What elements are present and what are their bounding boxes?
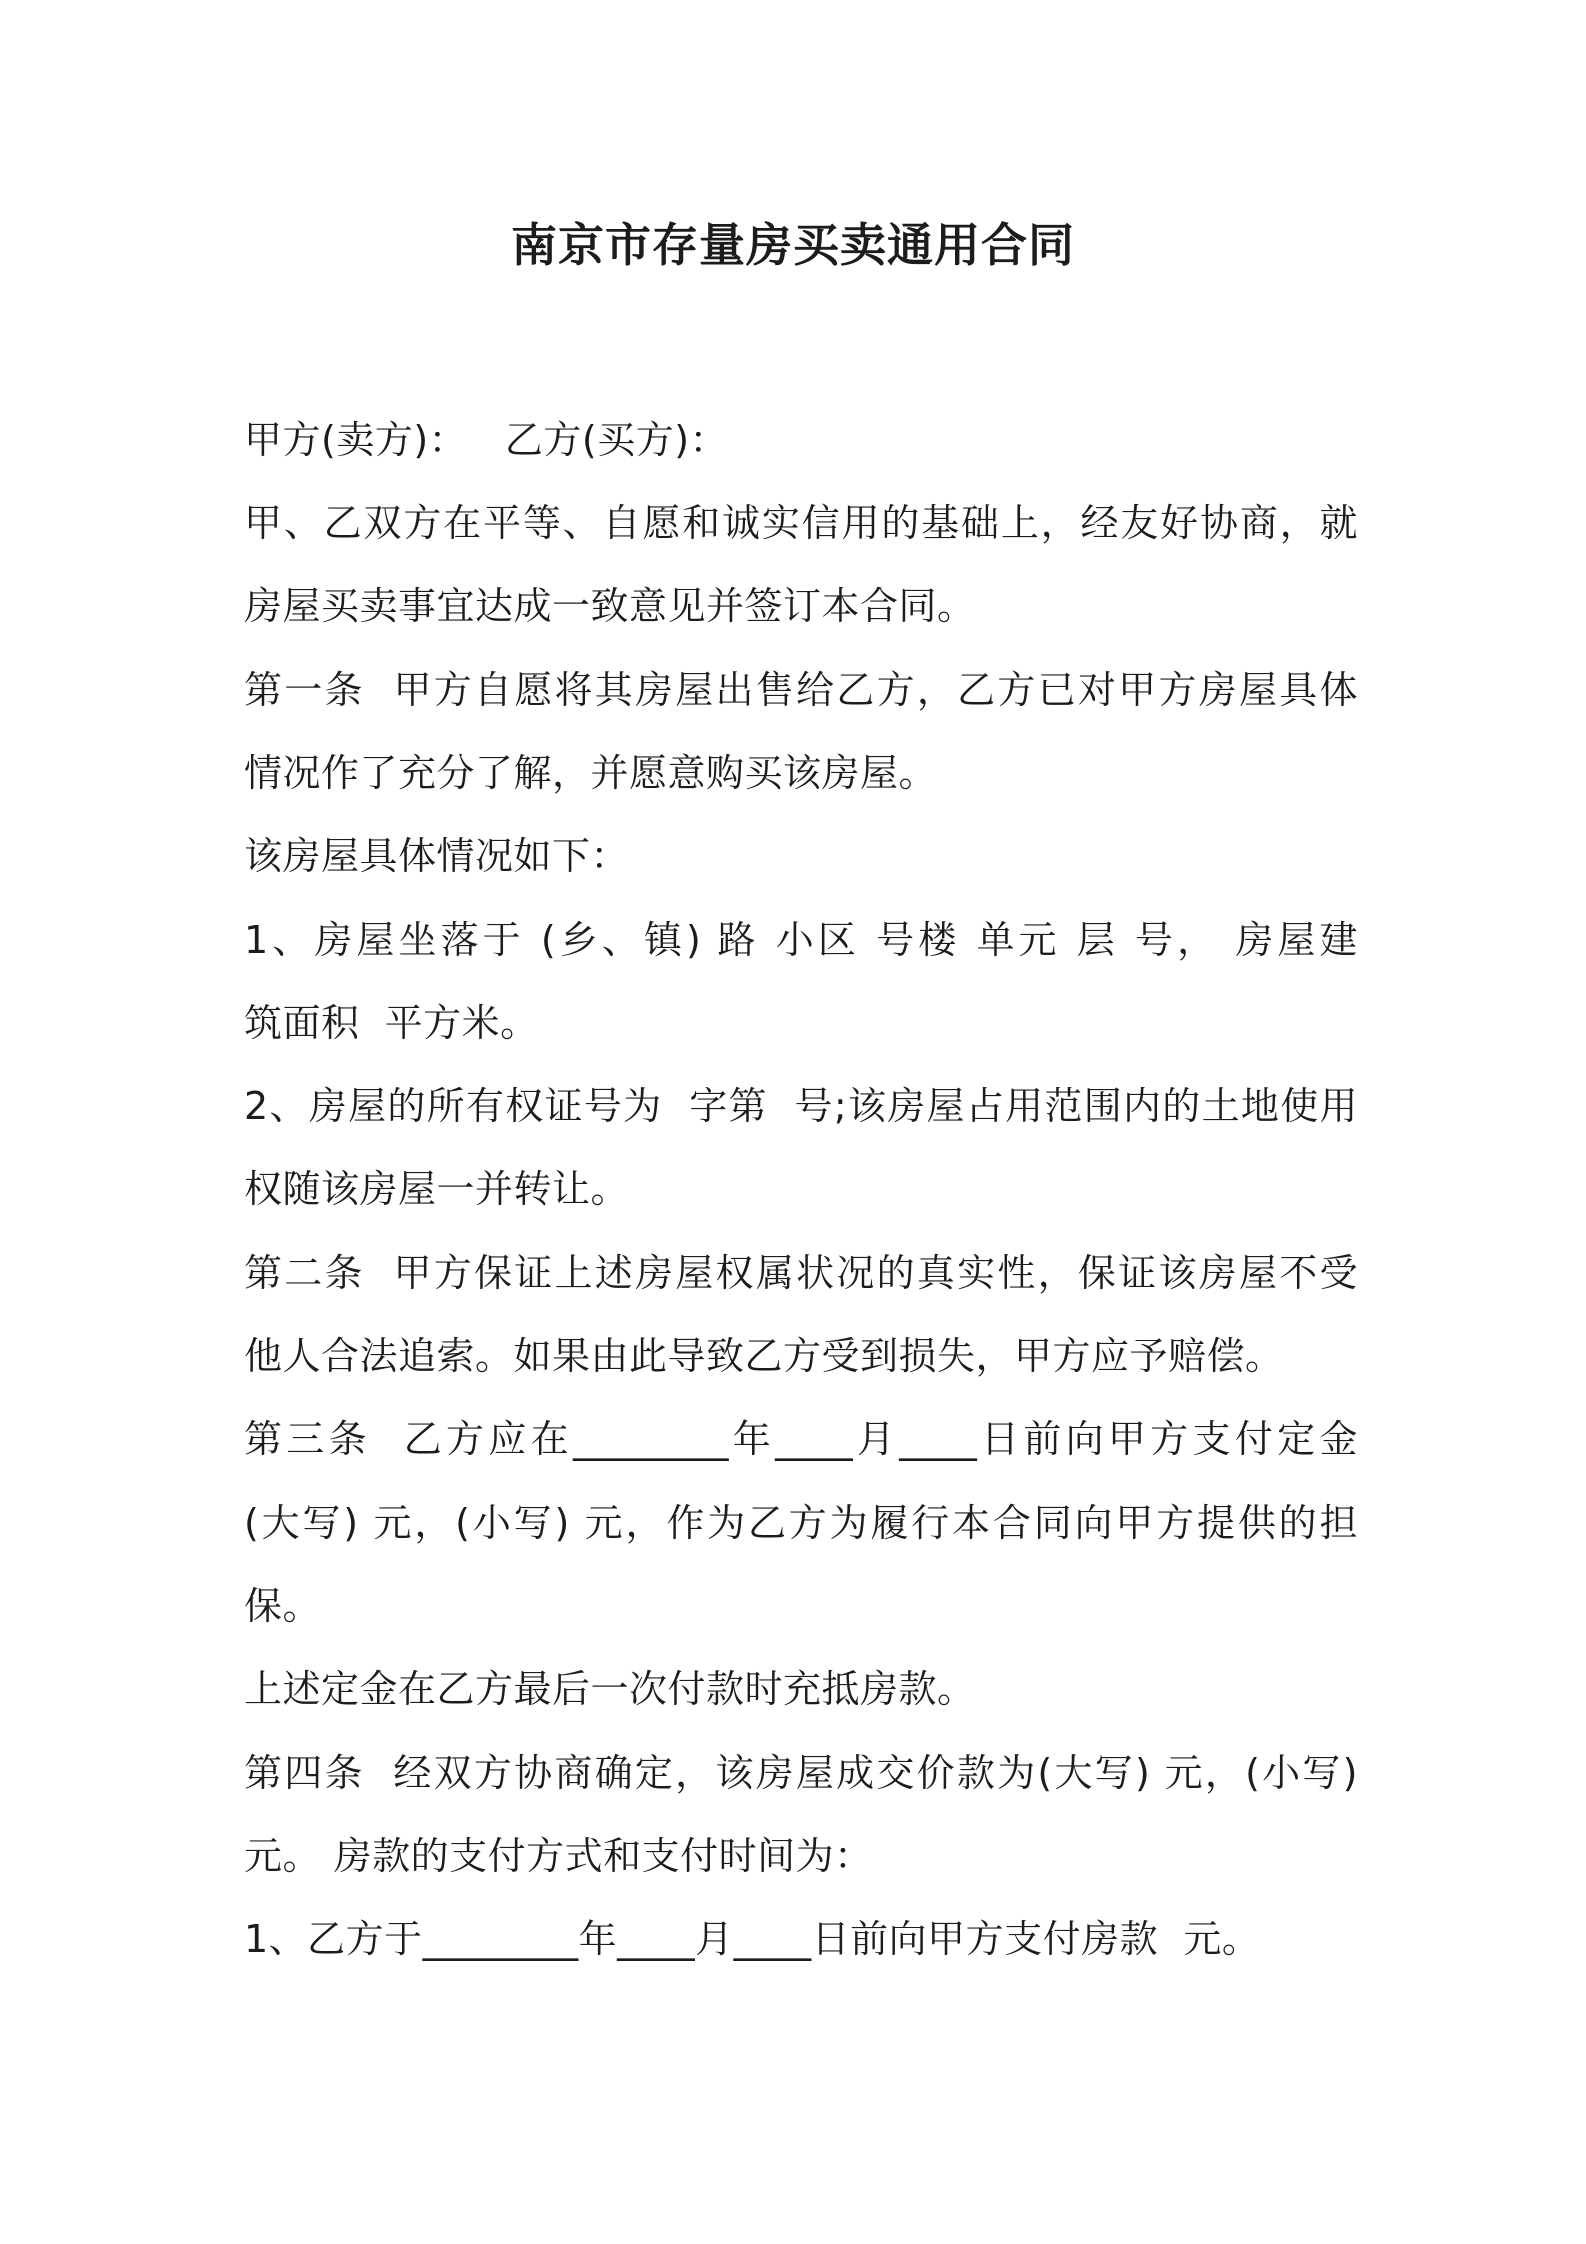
house-detail-2-line-2: 权随该房屋一并转让。 <box>244 1167 630 1211</box>
article-2-line-1: 第二条 甲方保证上述房屋权属状况的真实性，保证该房屋不受 <box>244 1251 1358 1295</box>
house-detail-1-line-1: 1、房屋坐落于 (乡、镇) 路 小区 号楼 单元 层 号， 房屋建 <box>244 918 1358 962</box>
article-2-line-2: 他人合法追索。如果由此导致乙方受到损失，甲方应予赔偿。 <box>244 1334 1284 1378</box>
payment-item-1: 1、乙方于________年____月____日前向甲方支付房款 元。 <box>244 1917 1261 1961</box>
article-3-line-3: 保。 <box>244 1584 322 1628</box>
article-3-line-1: 第三条 乙方应在________年____月____日前向甲方支付定金 <box>244 1417 1358 1461</box>
preamble-line-2: 房屋买卖事宜达成一致意见并签订本合同。 <box>244 584 976 628</box>
article-1-line-2: 情况作了充分了解，并愿意购买该房屋。 <box>244 751 938 795</box>
document-title: 南京市存量房买卖通用合同 <box>511 218 1075 272</box>
deposit-offset-line: 上述定金在乙方最后一次付款时充抵房款。 <box>244 1667 976 1711</box>
article-1-line-1: 第一条 甲方自愿将其房屋出售给乙方，乙方已对甲方房屋具体 <box>244 668 1358 712</box>
house-detail-1-line-2: 筑面积 平方米。 <box>244 1001 539 1045</box>
article-3-line-2: (大写) 元，(小写) 元，作为乙方为履行本合同向甲方提供的担 <box>244 1501 1358 1545</box>
house-detail-2-line-1: 2、房屋的所有权证号为 字第 号;该房屋占用范围内的土地使用 <box>244 1084 1358 1128</box>
parties-line: 甲方(卖方)： 乙方(买方)： <box>244 418 729 462</box>
house-details-heading: 该房屋具体情况如下： <box>244 834 630 878</box>
article-4-line-2: 元。 房款的支付方式和支付时间为： <box>244 1834 873 1878</box>
article-4-line-1: 第四条 经双方协商确定，该房屋成交价款为(大写) 元，(小写) <box>244 1751 1358 1795</box>
preamble-line-1: 甲、乙双方在平等、自愿和诚实信用的基础上，经友好协商，就 <box>244 501 1358 545</box>
